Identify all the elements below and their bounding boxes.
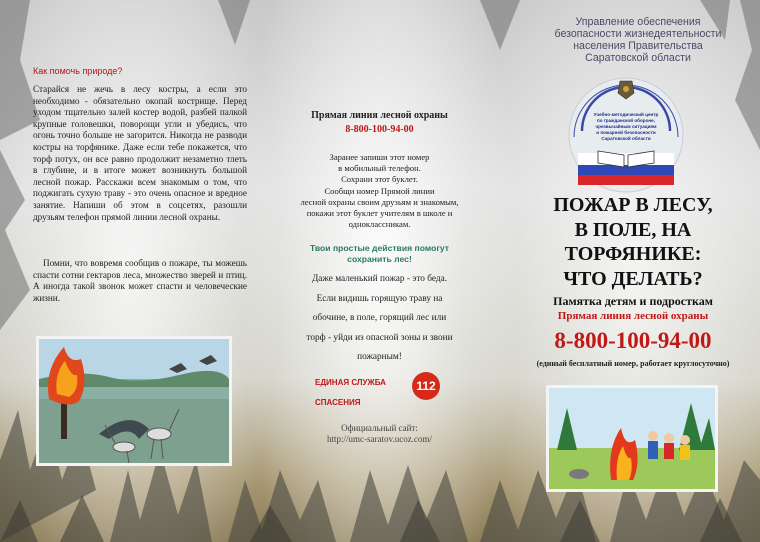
- advice-line: Если видишь горящую траву на: [316, 293, 443, 304]
- advice-line: торф - уйди из опасной зоны и звони: [306, 332, 453, 343]
- how-to-help-heading: Как помочь природе?: [33, 66, 123, 76]
- save-line: в мобильный телефон.: [338, 163, 421, 174]
- emblem-line: Учебно-методический центр: [593, 112, 659, 117]
- callout-line: сохранить лес!: [347, 254, 412, 264]
- title-line: ПОЖАР В ЛЕСУ,: [553, 194, 713, 216]
- save-forest-callout: [253, 243, 506, 265]
- big-hotline-phone: 8-800-100-94-00: [554, 328, 712, 353]
- save-instructions: [273, 152, 486, 230]
- site-url[interactable]: http://umc-saratov.ucoz.com/: [327, 434, 432, 444]
- forest-fire-birds-drawing: [36, 336, 232, 466]
- save-line: Сообщи номер Прямой линии: [324, 185, 435, 196]
- callout-line: Твои простые действия помогут: [309, 243, 450, 253]
- department-line: безопасности жизнедеятельности: [554, 28, 722, 40]
- save-line: лесной охраны своим друзьям и знакомым,: [300, 196, 459, 207]
- hotline-phone: 8-800-100-94-00: [345, 124, 414, 135]
- unified-service-label: ЕДИНАЯ СЛУЖБА: [315, 378, 386, 387]
- save-line: Заранее запиши этот номер: [329, 152, 430, 162]
- advice-line: пожарным!: [357, 352, 402, 362]
- save-line: Сохрани этот буклет.: [341, 174, 418, 185]
- official-site: [253, 423, 506, 445]
- free-number-note: (единый бесплатный номер, работает круглосуточно): [536, 359, 730, 368]
- site-label: Официальный сайт:: [341, 423, 418, 433]
- department-name: [516, 16, 760, 64]
- department-line: Саратовской области: [585, 52, 691, 64]
- emblem-line: Саратовской области: [601, 136, 651, 141]
- rescue-label: СПАСЕНИЯ: [315, 398, 361, 407]
- main-title: [506, 193, 760, 291]
- hotline-title: Прямая линия лесной охраны: [311, 110, 448, 121]
- advice-paragraph: Старайся не жечь в лесу костры, а если это необходимо - обязательно окопай кострище. Перед уходом тщательно залей костер водой, разбей палкой крупные головешки, поворощи угли и убедись, что огонь точно больше не загорится. Никогда не разводи костры на торфянике. Даже если тебе покажется, что торф потух, он все равно продолжит незаметно тлеть в глубине, и в итоге может возникнуть большой лесной пожар. Расскажи всем знакомым о том, что поджигать сухую траву - это очень опасное и вредное занятие. Напиши об этом в соцсетях, разошли друзьям телефон прямой линии лесной охраны.: [33, 84, 247, 222]
- left-panel: [0, 0, 253, 542]
- title-line: ТОРФЯНИКЕ:: [564, 243, 702, 265]
- save-line: одноклассникам.: [348, 219, 411, 230]
- middle-panel: [253, 0, 506, 542]
- emblem-line: чрезвычайным ситуациям: [595, 124, 657, 129]
- emblem-line: и пожарной безопасности: [596, 130, 656, 135]
- hotline-title: Прямая линия лесной охраны: [557, 310, 709, 322]
- children-fire-drawing: [546, 385, 718, 492]
- reminder-paragraph: Помни, что вовремя сообщив о пожаре, ты можешь спасти сотни гектаров леса, множество зверей и птиц. А иногда такой звонок может спасти и человеческие жизни.: [33, 258, 247, 303]
- department-line: населения Правительства: [573, 40, 703, 52]
- department-line: Управление обеспечения: [575, 16, 701, 28]
- memo-subtitle: Памятка детям и подросткам: [553, 294, 713, 308]
- emergency-112-badge: 112: [412, 372, 440, 400]
- children-figures: [648, 431, 690, 460]
- advice-line: Даже маленький пожар - это беда.: [311, 274, 448, 284]
- advice-line: обочине, в поле, горящий лес или: [312, 313, 447, 323]
- save-line: покажи этот буклет учителям в школе и: [306, 208, 453, 219]
- emblem-line: по гражданской обороне,: [596, 118, 656, 123]
- title-line: В ПОЛЕ, НА: [574, 218, 692, 241]
- small-fire-advice: [268, 270, 491, 368]
- emblem-logo: [562, 75, 690, 195]
- right-panel: [506, 0, 760, 542]
- title-line: ЧТО ДЕЛАТЬ?: [563, 267, 703, 290]
